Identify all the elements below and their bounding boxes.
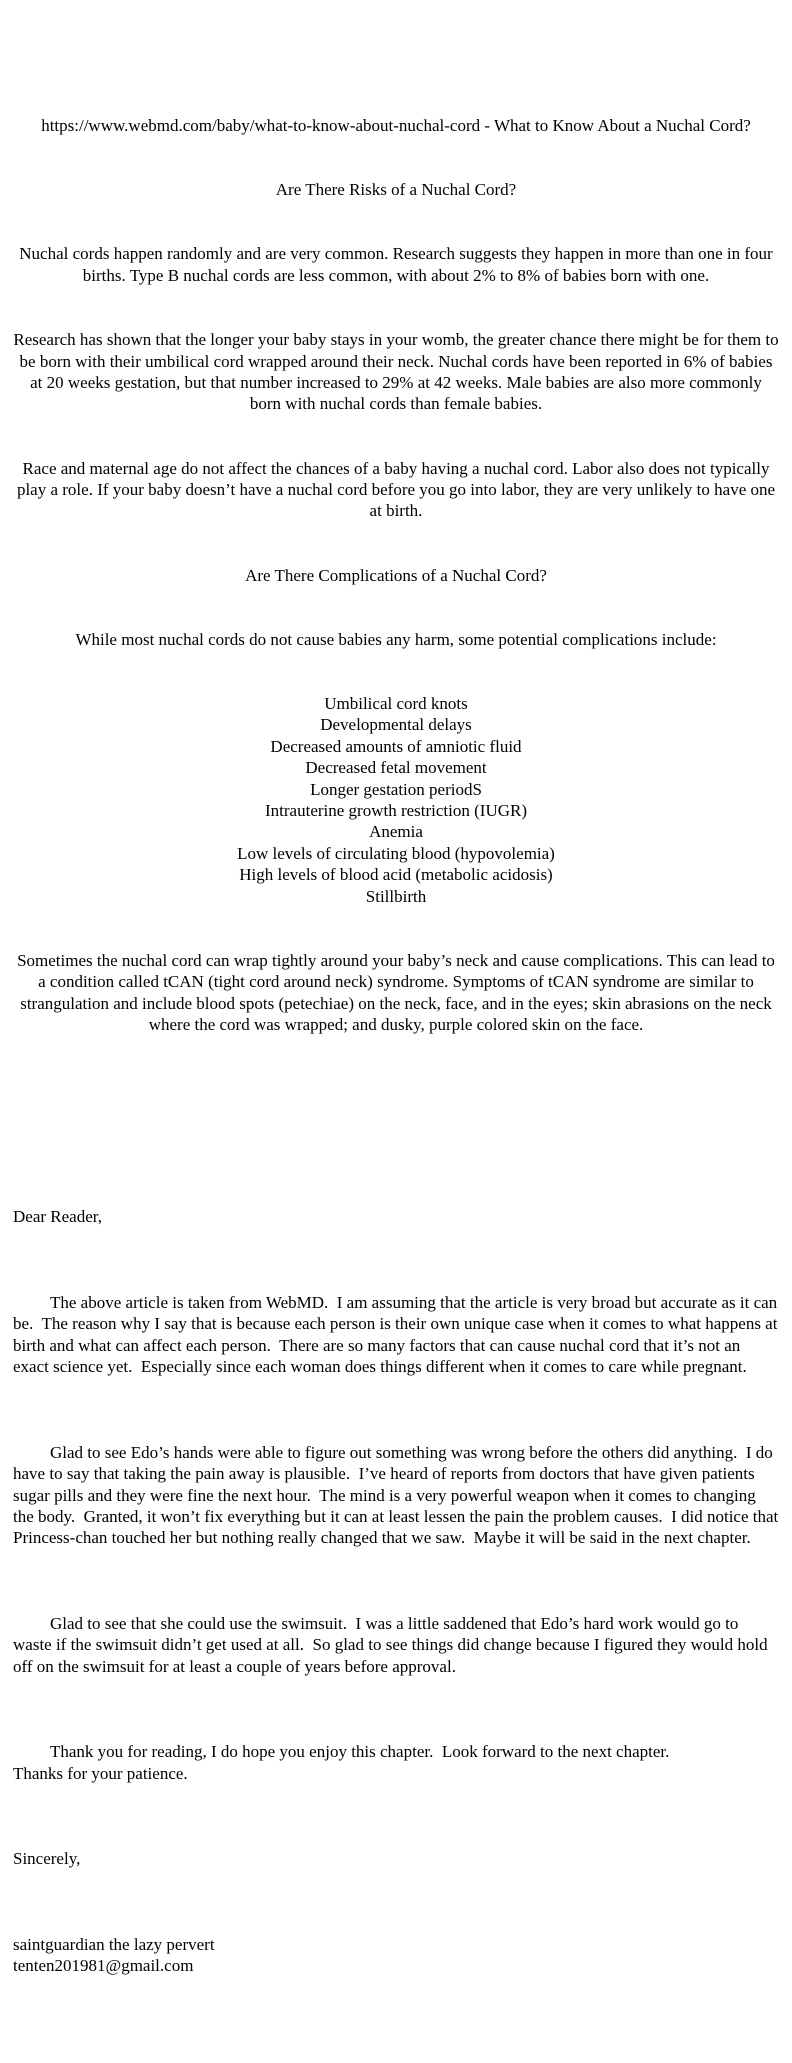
article-closing-paragraph: Sometimes the nuchal cord can wrap tightly around your baby’s neck and cause complications. This can lead to a condition called tCAN (tight cord around neck) syndrome. Symptoms of tCAN syndrome are similar to strangulation and include blood spots (petechiae) on the neck, face, and in the eyes; skin abrasions on the neck where the cord was wrapped; and dusky, purple colored skin on the face. <box>17 950 780 1035</box>
letter-paragraph-thanks <box>13 1741 779 1784</box>
complication-item: Intrauterine growth restriction (IUGR) <box>265 801 527 821</box>
signature-name: saintguardian the lazy pervert <box>13 1935 215 1955</box>
article-heading-risks: Are There Risks of a Nuchal Cord? <box>275 180 517 200</box>
letter-salutation: Dear Reader, <box>13 1207 102 1227</box>
letter-closing: Sincerely, <box>13 1849 81 1869</box>
complication-item: Umbilical cord knots <box>324 694 468 713</box>
article-paragraph: Nuchal cords happen randomly and are very common. Research suggests they happen in more than one in four births. Type B nuchal cords are less common, with about 2% to 8% of babies born with one. <box>19 244 777 285</box>
letter-section <box>13 1164 783 2020</box>
article-paragraph: Research has shown that the longer your baby stays in your womb, the greater chance there might be for them to be born with their umbilical cord wrapped around their neck. Nuchal cords have been reported in 6% of babies at 20 weeks gestation, but that number increased to 29% at 42 weeks. Male babies are also more commonly born with nuchal cords than female babies. <box>13 330 783 414</box>
complication-item: Decreased amounts of amniotic fluid <box>270 736 522 756</box>
signature-email: tenten201981@gmail.com <box>13 1956 194 1976</box>
complication-item: Decreased fetal movement <box>305 758 487 778</box>
article-source-line: https://www.webmd.com/baby/what-to-know-about-nuchal-cord - What to Know About a Nuchal Cord? <box>41 116 751 136</box>
complication-item: Anemia <box>369 822 423 842</box>
letter-paragraph: The above article is taken from WebMD. I am assuming that the article is very broad but accurate as it can be. The reason why I say that is because each person is their own unique case when it comes to what happens at birth and what can affect each person. There are so many factors that can cause nuchal cord that it’s not an exact science yet. Especially since each woman does things different when it comes to care while pregnant. <box>13 1292 782 1377</box>
signature-block <box>13 1934 779 1977</box>
patience-line: Thanks for your patience. <box>13 1763 188 1783</box>
article-heading-complications: Are There Complications of a Nuchal Cord? <box>245 565 547 585</box>
letter-paragraph: Glad to see Edo’s hands were able to figure out something was wrong before the others did anything. I do have to say that taking the pain away is plausible. I’ve heard of reports from doctors that have given patients sugar pills and they were fine the next hour. The mind is a very powerful weapon when it comes to changing the body. Granted, it won’t fix everything but it can at least lessen the pain the problem causes. I did notice that Princess-chan touched her but nothing really changed that we saw. Maybe it will be said in the next chapter. <box>13 1442 783 1548</box>
complication-item: High levels of blood acid (metabolic acidosis) <box>239 865 553 885</box>
complications-list <box>13 693 779 907</box>
thanks-line: Thank you for reading, I do hope you enjoy this chapter. Look forward to the next chapter. <box>50 1742 670 1762</box>
letter-paragraph: Glad to see that she could use the swimsuit. I was a little saddened that Edo’s hard work would go to waste if the swimsuit didn’t get used at all. So glad to see things did change because I figured they would hold off on the swimsuit for at least a couple of years before approval. <box>13 1614 772 1676</box>
article-paragraph: Race and maternal age do not affect the chances of a baby having a nuchal cord. Labor also does not typically play a role. If your baby doesn’t have a nuchal cord before you go into labor, they are very unlikely to have one at birth. <box>16 458 780 521</box>
complication-item: Developmental delays <box>320 715 472 735</box>
complication-item: Stillbirth <box>365 886 427 906</box>
complications-intro: While most nuchal cords do not cause babies any harm, some potential complications include: <box>75 629 717 649</box>
article-section <box>13 72 783 1078</box>
complication-item: Longer gestation periodS <box>310 779 482 799</box>
complication-item: Low levels of circulating blood (hypovolemia) <box>237 843 555 863</box>
